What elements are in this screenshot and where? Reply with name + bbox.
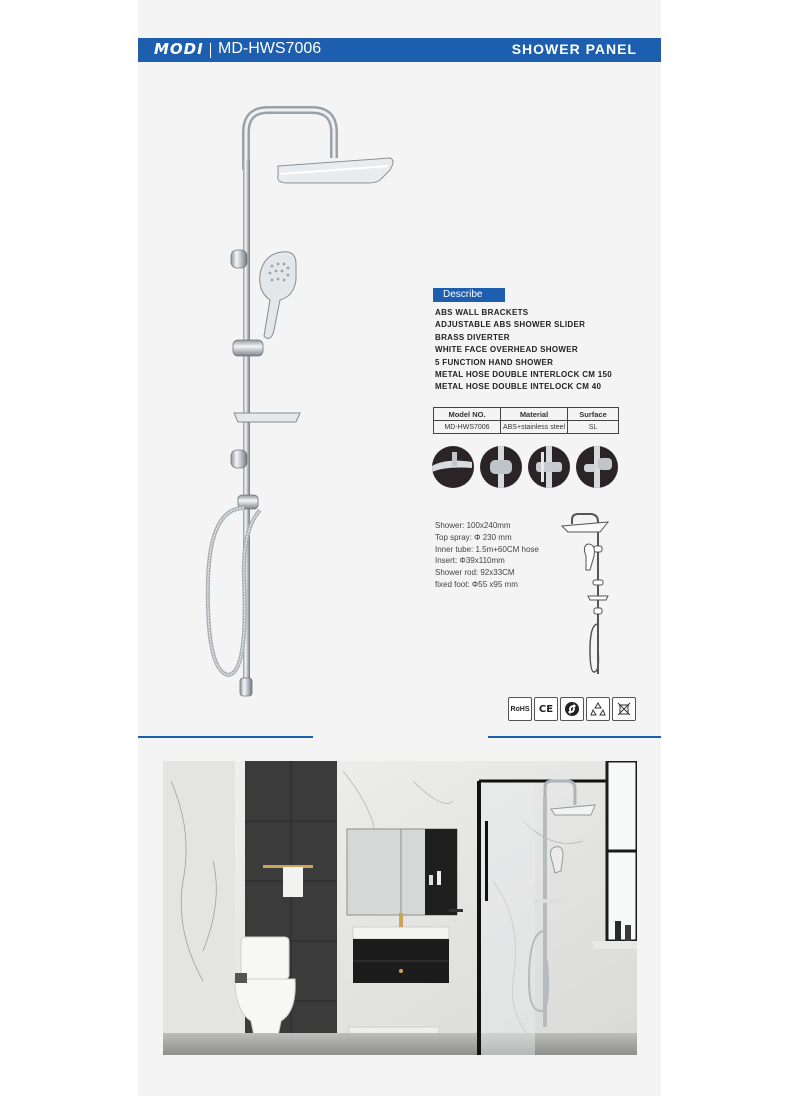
weee-bin-icon	[612, 697, 636, 721]
parameter-list	[435, 520, 539, 591]
recycle-icon	[586, 697, 610, 721]
spec-header-model: Model NO.	[434, 408, 501, 421]
feature-item: METAL HOSE DOUBLE INTELOCK CM 40	[435, 382, 602, 392]
brand-divider	[210, 43, 211, 58]
green-dot-icon	[560, 697, 584, 721]
feature-item: ABS WALL BRACKETS	[435, 308, 529, 317]
feature-item: METAL HOSE DOUBLE INTERLOCK CM 150	[435, 369, 613, 379]
feature-item: 5 FUNCTION HAND SHOWER	[435, 357, 554, 367]
soap-dish	[234, 413, 300, 422]
shower-slider	[233, 340, 263, 356]
section-divider-right	[488, 736, 661, 738]
brand-logo: MODI	[154, 40, 204, 58]
rohs-icon: RoHS	[508, 697, 532, 721]
detail-thumb-slider	[528, 446, 570, 488]
spec-surface-value: SL	[568, 421, 619, 434]
feature-item: WHITE FACE OVERHEAD SHOWER	[435, 345, 578, 355]
spec-material-value: ABS+stainless steel	[501, 421, 568, 434]
metal-hose	[208, 508, 260, 675]
header-bar	[138, 38, 661, 62]
section-divider-left	[138, 736, 313, 738]
spec-model-value: MD-HWS7006	[434, 421, 501, 434]
spec-header-material: Material	[501, 408, 568, 421]
product-category: SHOWER PANEL	[511, 41, 637, 57]
describe-tag: Describe	[433, 288, 505, 302]
ce-mark-icon: CE	[534, 697, 558, 721]
param-fixed-foot: fixed foot: Φ55 x95 mm	[435, 579, 518, 589]
model-number: MD-HWS7006	[218, 40, 322, 57]
param-shower-rod: Shower rod: 92x33CM	[435, 568, 515, 578]
param-inner-tube: Inner tube: 1.5m+60CM hose	[435, 544, 539, 554]
detail-thumb-bracket	[480, 446, 522, 488]
spec-header-surface: Surface	[568, 408, 619, 421]
fixed-foot	[240, 678, 252, 696]
detail-thumb-head	[432, 446, 474, 488]
bathroom-scene-photo	[163, 761, 637, 1055]
feature-list	[435, 307, 612, 394]
param-insert: Insert: Φ39x110mm	[435, 556, 505, 566]
feature-item: ADJUSTABLE ABS SHOWER SLIDER	[435, 320, 586, 330]
diverter-bracket	[231, 450, 247, 468]
product-line-drawing	[560, 500, 630, 680]
spec-table	[433, 407, 619, 434]
param-shower: Shower: 100x240mm	[435, 521, 511, 530]
shower-panel-illustration	[200, 100, 410, 710]
param-top-spray: Top spray: Φ 230 mm	[435, 532, 512, 542]
feature-item: BRASS DIVERTER	[435, 332, 510, 342]
detail-thumb-diverter	[576, 446, 618, 488]
wall-bracket	[231, 250, 247, 268]
shower-arm	[246, 110, 334, 170]
